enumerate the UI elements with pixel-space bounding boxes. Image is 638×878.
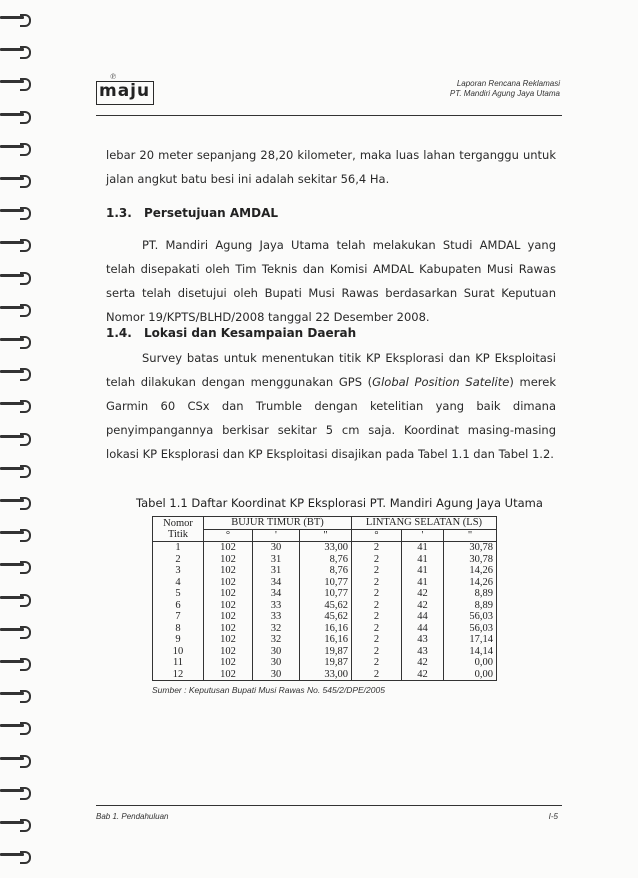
table-cell: 4 — [153, 577, 204, 589]
intro-paragraph-block — [106, 143, 556, 191]
table-cell: 8,76 — [300, 565, 352, 577]
footer-rule — [96, 805, 562, 806]
table-row — [153, 669, 497, 681]
east-longitude-header: BUJUR TIMUR (BT) — [204, 517, 352, 530]
logo-mark: ℗ — [110, 72, 117, 81]
table-row — [153, 554, 497, 566]
table-cell: 30 — [253, 657, 300, 669]
table-cell: 2 — [352, 542, 402, 554]
binding-ring — [0, 141, 30, 155]
table-row — [153, 542, 497, 554]
table-cell: 30 — [253, 646, 300, 658]
table-cell: 102 — [204, 611, 253, 623]
binding-ring — [0, 495, 30, 509]
table-cell: 34 — [253, 588, 300, 600]
table-cell: 2 — [352, 669, 402, 681]
binding-ring — [0, 656, 30, 670]
table-cell: 2 — [352, 623, 402, 635]
table-cell: 33,00 — [300, 669, 352, 681]
table-cell: 2 — [352, 611, 402, 623]
table-cell: 14,26 — [444, 565, 497, 577]
binding-rings — [0, 0, 34, 878]
table-cell: 56,03 — [444, 623, 497, 635]
binding-ring — [0, 109, 30, 123]
table-cell: 41 — [402, 565, 444, 577]
table-cell: 16,16 — [300, 623, 352, 635]
table-cell: 41 — [402, 542, 444, 554]
table-cell: 44 — [402, 623, 444, 635]
binding-ring — [0, 785, 30, 799]
binding-ring — [0, 366, 30, 380]
table-cell: 17,14 — [444, 634, 497, 646]
binding-ring — [0, 559, 30, 573]
section-title: Lokasi dan Kesampaian Daerah — [144, 326, 357, 340]
point-header-line1: Nomor — [163, 517, 193, 529]
binding-ring — [0, 849, 30, 863]
company-logo — [96, 72, 154, 104]
location-text-italic: Global Position Satelite — [372, 375, 510, 389]
section-heading-1-4 — [106, 326, 356, 340]
binding-ring — [0, 44, 30, 58]
table-cell: 42 — [402, 669, 444, 681]
binding-ring — [0, 12, 30, 26]
table-row — [153, 577, 497, 589]
table-cell: 2 — [352, 600, 402, 612]
table-cell: 16,16 — [300, 634, 352, 646]
table-cell: 2 — [352, 577, 402, 589]
binding-ring — [0, 302, 30, 316]
table-cell: 45,62 — [300, 600, 352, 612]
table-cell: 31 — [253, 554, 300, 566]
table-cell: 45,62 — [300, 611, 352, 623]
table-cell: 8,76 — [300, 554, 352, 566]
binding-ring — [0, 76, 30, 90]
table-cell: 102 — [204, 634, 253, 646]
table-cell: 102 — [204, 588, 253, 600]
table-cell: 2 — [352, 657, 402, 669]
intro-paragraph: lebar 20 meter sepanjang 28,20 kilometer, maka luas lahan terganggu untuk jalan angkut batu besi ini adalah sekitar 56,4 Ha. — [106, 148, 556, 186]
location-paragraph — [106, 346, 556, 466]
table-cell: 8 — [153, 623, 204, 635]
table-cell: 102 — [204, 554, 253, 566]
table-cell: 0,00 — [444, 657, 497, 669]
coordinates-body — [153, 542, 497, 681]
unit-minute: ' — [253, 529, 300, 542]
binding-ring — [0, 527, 30, 541]
table-cell: 1 — [153, 542, 204, 554]
unit-degree: ° — [204, 529, 253, 542]
table-cell: 31 — [253, 565, 300, 577]
section-1-3-body — [106, 233, 556, 329]
table-cell: 2 — [352, 634, 402, 646]
table-cell: 2 — [352, 646, 402, 658]
table-cell: 33 — [253, 600, 300, 612]
table-cell: 32 — [253, 634, 300, 646]
table-cell: 30 — [253, 669, 300, 681]
table-cell: 43 — [402, 646, 444, 658]
table-cell: 8,89 — [444, 588, 497, 600]
table-cell: 7 — [153, 611, 204, 623]
table-cell: 44 — [402, 611, 444, 623]
header-report-title: Laporan Rencana Reklamasi — [456, 79, 560, 88]
table-row — [153, 634, 497, 646]
binding-ring — [0, 753, 30, 767]
table-cell: 43 — [402, 634, 444, 646]
table-row — [153, 600, 497, 612]
table-cell: 56,03 — [444, 611, 497, 623]
binding-ring — [0, 720, 30, 734]
table-cell: 33,00 — [300, 542, 352, 554]
table-row — [153, 565, 497, 577]
table-row — [153, 588, 497, 600]
table-cell: 42 — [402, 588, 444, 600]
table-cell: 14,14 — [444, 646, 497, 658]
binding-ring — [0, 624, 30, 638]
binding-ring — [0, 173, 30, 187]
unit-second: " — [300, 529, 352, 542]
footer-chapter: Bab 1. Pendahuluan — [96, 812, 169, 821]
table-caption: Tabel 1.1 Daftar Koordinat KP Eksplorasi PT. Mandiri Agung Jaya Utama — [136, 496, 543, 510]
table-cell: 8,89 — [444, 600, 497, 612]
amdal-paragraph: PT. Mandiri Agung Jaya Utama telah melakukan Studi AMDAL yang telah disepakati oleh Tim Teknis dan Komisi AMDAL Kabupaten Musi Rawas serta telah disetujui oleh Bupati Musi Rawas berdasarkan Surat Keputuan Nomor 19/KPTS/BLHD/2008 tanggal 22 Desember 2008. — [106, 238, 556, 324]
header-company-name: PT. Mandiri Agung Jaya Utama — [449, 89, 560, 98]
table-cell: 2 — [352, 565, 402, 577]
table-cell: 5 — [153, 588, 204, 600]
table-cell: 41 — [402, 577, 444, 589]
section-number: 1.3. — [106, 206, 132, 220]
table-cell: 32 — [253, 623, 300, 635]
table-cell: 14,26 — [444, 577, 497, 589]
table-cell: 102 — [204, 669, 253, 681]
binding-ring — [0, 398, 30, 412]
table-cell: 6 — [153, 600, 204, 612]
coordinates-table — [152, 516, 497, 681]
table-cell: 2 — [352, 554, 402, 566]
binding-ring — [0, 592, 30, 606]
table-cell: 102 — [204, 565, 253, 577]
unit-minute: ' — [402, 529, 444, 542]
table-cell: 2 — [352, 588, 402, 600]
table-cell: 19,87 — [300, 646, 352, 658]
table-cell: 0,00 — [444, 669, 497, 681]
table-cell: 3 — [153, 565, 204, 577]
table-cell: 102 — [204, 600, 253, 612]
table-cell: 10,77 — [300, 588, 352, 600]
location-text-b: ) merek Garmin 60 CSx dan Trumble dengan ketelitian yang baik dimana penyimpangannya berkisar sekitar 5 cm saja. Koordinat masing-masing lokasi KP Eksplorasi dan KP Eksploitasi disajikan pada Tabel 1.1 dan Tabel 1.2. — [106, 375, 556, 461]
unit-degree: ° — [352, 529, 402, 542]
unit-second: " — [444, 529, 497, 542]
section-1-4-body — [106, 346, 556, 466]
binding-ring — [0, 270, 30, 284]
table-cell: 10 — [153, 646, 204, 658]
table-source: Sumber : Keputusan Bupati Musi Rawas No. 545/2/DPE/2005 — [152, 685, 385, 695]
running-header — [450, 79, 560, 99]
table-row — [153, 657, 497, 669]
binding-ring — [0, 334, 30, 348]
table-cell: 9 — [153, 634, 204, 646]
table-cell: 102 — [204, 577, 253, 589]
binding-ring — [0, 688, 30, 702]
section-heading-1-3 — [106, 206, 278, 220]
table-cell: 30,78 — [444, 542, 497, 554]
point-number-header — [153, 517, 204, 542]
logo-text: maju — [99, 81, 151, 101]
table-cell: 11 — [153, 657, 204, 669]
table-cell: 102 — [204, 623, 253, 635]
table-row — [153, 623, 497, 635]
section-title: Persetujuan AMDAL — [144, 206, 279, 220]
binding-ring — [0, 817, 30, 831]
binding-ring — [0, 431, 30, 445]
table-cell: 2 — [153, 554, 204, 566]
table-cell: 102 — [204, 646, 253, 658]
table-cell: 34 — [253, 577, 300, 589]
table-cell: 33 — [253, 611, 300, 623]
table-cell: 12 — [153, 669, 204, 681]
header-rule — [96, 115, 562, 116]
page-number: I-5 — [548, 812, 558, 821]
binding-ring — [0, 205, 30, 219]
table-cell: 41 — [402, 554, 444, 566]
table-cell: 30 — [253, 542, 300, 554]
south-latitude-header: LINTANG SELATAN (LS) — [352, 517, 497, 530]
location-text-a: Survey batas untuk menentukan titik KP Eksplorasi dan KP Eksploitasi telah dilakukan dengan menggunakan GPS ( — [106, 351, 556, 389]
binding-ring — [0, 237, 30, 251]
point-header-line2: Titik — [167, 529, 189, 540]
table-cell: 19,87 — [300, 657, 352, 669]
table-cell: 42 — [402, 600, 444, 612]
table-cell: 102 — [204, 657, 253, 669]
table-row — [153, 611, 497, 623]
table-cell: 10,77 — [300, 577, 352, 589]
table-row — [153, 646, 497, 658]
binding-ring — [0, 463, 30, 477]
table-cell: 42 — [402, 657, 444, 669]
table-cell: 102 — [204, 542, 253, 554]
section-number: 1.4. — [106, 326, 132, 340]
table-cell: 30,78 — [444, 554, 497, 566]
